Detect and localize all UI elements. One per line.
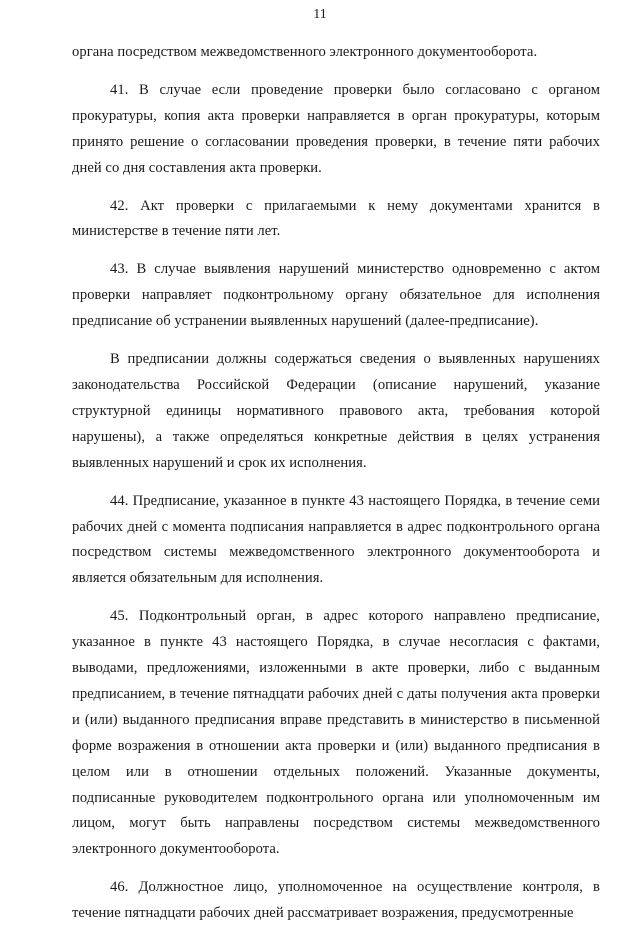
paragraph-41: 41. В случае если проведение проверки было согласовано с органом прокуратуры, копия акта проверки направляется в орган прокуратуры, которым принято решение о согласовании проведения проверки, в течение пяти рабочих дней со дня составления акта проверки.	[72, 81, 600, 176]
paragraph-44: 44. Предписание, указанное в пункте 43 настоящего Порядка, в течение семи рабочих дней с момента подписания направляется в адрес подконтрольного органа посредством системы межведомственного электронного документооборота и является обязательным для исполнения.	[72, 492, 600, 587]
paragraph-46: 46. Должностное лицо, уполномоченное на осуществление контроля, в течение пятнадцати рабочих дней рассматривает возражения, предусмотренные	[72, 879, 600, 922]
page-number: 11	[313, 7, 327, 22]
paragraph-42: 42. Акт проверки с прилагаемыми к нему документами хранится в министерстве в течение пяти лет.	[72, 197, 600, 240]
paragraph-43: 43. В случае выявления нарушений министерство одновременно с актом проверки направляет подконтрольному органу обязательное для исполнения предписание об устранении выявленных нарушений (далее-предписание).	[72, 261, 600, 330]
paragraph-43-prescription-contents: В предписании должны содержаться сведения о выявленных нарушениях законодательства Российской Федерации (описание нарушений, указание структурной единицы нормативного правового акта, требования которой нарушены), а также определяться конкретные действия в целях устранения выявленных нарушений и срок их исполнения.	[72, 351, 600, 471]
paragraph-continuation: органа посредством межведомственного электронного документооборота.	[72, 44, 538, 60]
document-body	[72, 40, 600, 939]
paragraph-45: 45. Подконтрольный орган, в адрес которого направлено предписание, указанное в пункте 43 настоящего Порядка, в случае несогласия с фактами, выводами, предложениями, изложенными в акте проверки, либо с выданным предписанием, в течение пятнадцати рабочих дней с даты получения акта проверки и (или) выданного предписания вправе представить в министерство в письменной форме возражения в отношении акта проверки и (или) выданного предписания в целом или в отношении отдельных положений. Указанные документы, подписанные руководителем подконтрольного органа или уполномоченным им лицом, могут быть направлены посредством системы межведомственного электронного документооборота.	[72, 608, 600, 858]
